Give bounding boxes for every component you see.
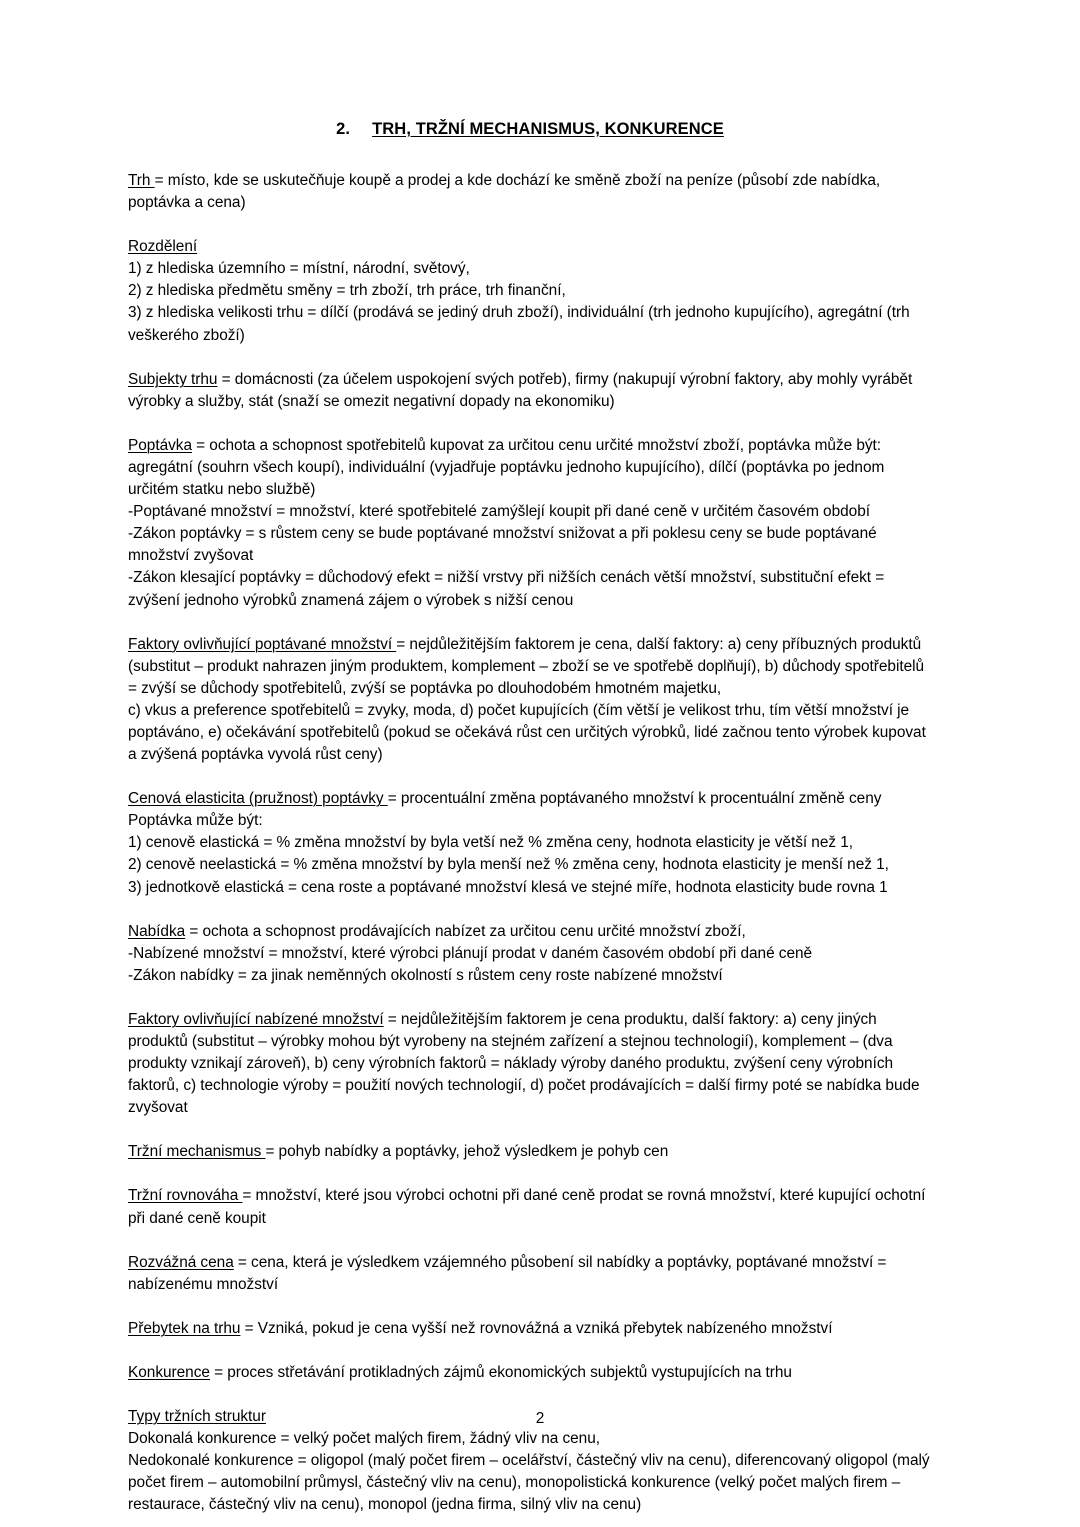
text-rozdeleni-1: 1) z hlediska územního = místní, národní, světový,: [128, 260, 470, 278]
paragraph-faktory-poptavaneho-mnozstvi: [128, 634, 932, 767]
text-prebytek-body: = Vzniká, pokud je cena vyšší než rovnovážná a vzniká přebytek nabízeného množství: [240, 1319, 833, 1337]
term-poptavka: Poptávka: [128, 436, 193, 454]
text-faktory-poptavka-body: = nejdůležitějším faktorem je cena, další faktory: a) ceny příbuzných produktů (substitut – produkt nahrazen jiným produktem, komplement – zboží se ve spotřebě doplňují), b) důchody spotřebitelů = zvýší se důchody spotřebitelů, zvýší se poptávka po dlouhodobém hmotném majetku,: [128, 635, 925, 697]
spacer: [128, 1230, 932, 1252]
text-zakon-nabidky: -Zákon nabídky = za jinak neměnných okolností s růstem ceny roste nabízené množství: [128, 966, 723, 984]
paragraph-trh: [128, 170, 932, 214]
text-dokonala-konkurence: Dokonalá konkurence = velký počet malých firem, žádný vliv na cenu,: [128, 1430, 601, 1448]
document-body: [128, 118, 932, 1517]
text-konkurence-body: = proces střetávání protikladných zájmů ekonomických subjektů vystupujících na trhu: [209, 1363, 792, 1381]
page-number: 2: [535, 1410, 545, 1427]
text-elasticita-body: = procentuální změna poptávaného množství k procentuální změně ceny: [387, 790, 882, 808]
text-nabidka-body: = ochota a schopnost prodávajících nabízet za určitou cenu určité množství zboží,: [185, 922, 746, 940]
term-faktory-nabizene-mnozstvi: Faktory ovlivňující nabízené množství: [128, 1010, 384, 1028]
spacer: [128, 347, 932, 369]
spacer: [128, 612, 932, 634]
text-rozvazna-cena-body: = cena, která je výsledkem vzájemného působení sil nabídky a poptávky, poptávané množství = nabízenému množství: [128, 1253, 887, 1293]
text-elasticita-3: 1) cenově elastická = % změna množství by byla vetší než % změna ceny, hodnota elasticity je větší než 1,: [128, 834, 853, 852]
term-trzni-mechanismus: Tržní mechanismus: [128, 1143, 266, 1161]
text-faktory-nabidka-body: = nejdůležitějším faktorem je cena produktu, další faktory: a) ceny jiných produktů (substitut – výrobky mohou být vyrobeny na stejném zařízení a stejnou technologií), komplement – (dva produkty vznikají zároveň), b) ceny výrobních faktorů = náklady výroby daného produktu, zvýšení ceny výrobních faktorů, c) technologie výroby = použití nových technologií, d) počet prodávajících = další firmy poté se nabídka bude zvyšovat: [128, 1010, 920, 1117]
spacer: [128, 1384, 932, 1406]
text-nabizene-mnozstvi: -Nabízené množství = množství, které výrobci plánují prodat v daném časovém období při dané ceně: [128, 944, 813, 962]
spacer: [128, 140, 932, 170]
term-cenova-elasticita: Cenová elasticita (pružnost) poptávky: [128, 790, 388, 808]
text-elasticita-5: 3) jednotkově elastická = cena roste a poptávané množství klesá ve stejné míře, hodnota elasticity bude rovna 1: [128, 878, 888, 896]
term-konkurence: Konkurence: [128, 1363, 210, 1381]
spacer: [128, 766, 932, 788]
paragraph-subjekty-trhu: [128, 369, 932, 413]
text-poptavane-mnozstvi: -Poptávané množství = množství, které spotřebitelé zamýšlejí koupit při dané ceně v určitém časovém období: [128, 503, 871, 521]
text-elasticita-4: 2) cenově neelastická = % změna množství by byla menší než % změna ceny, hodnota elasticity je menší než 1,: [128, 856, 889, 874]
spacer: [128, 1296, 932, 1318]
term-faktory-poptavane-mnozstvi: Faktory ovlivňující poptávané množství: [128, 635, 397, 653]
text-zakon-klesajici-poptavky: -Zákon klesající poptávky = důchodový efekt = nižší vrstvy při nižších cenách větší množství, substituční efekt = zvýšení jednoho výrobků znamená zájem o výrobek s nižší cenou: [128, 569, 885, 609]
paragraph-faktory-nabizeneho-mnozstvi: [128, 1009, 932, 1119]
term-rozdeleni: Rozdělení: [128, 238, 198, 256]
term-prebytek-na-trhu: Přebytek na trhu: [128, 1319, 241, 1337]
text-trzni-mechanismus-body: = pohyb nabídky a poptávky, jehož výsledkem je pohyb cen: [265, 1143, 669, 1161]
text-rozdeleni-3: 3) z hlediska velikosti trhu = dílčí (prodává se jediný druh zboží), individuální (trh jednoho kupujícího), agregátní (trh veškerého zboží): [128, 304, 910, 344]
text-faktory-poptavka-2: c) vkus a preference spotřebitelů = zvyky, moda, d) počet kupujících (čím větší je velikost trhu, tím větší množství je poptáváno, e) očekávání spotřebitelů (pokud se očekává růst cen určitých výrobků, lidé začnou tento výrobek kupovat a zvýšená poptávka vyvolá růst ceny): [128, 701, 926, 764]
text-poptavka-body: = ochota a schopnost spotřebitelů kupovat za určitou cenu určité množství zboží, poptávka může být: agregátní (souhrn všech koupí), individuální (vyjadřuje poptávku jednoho kupujícího), dílčí (poptávka po jednom určitém statku nebo službě): [128, 436, 885, 499]
paragraph-rozvazna-cena: [128, 1252, 932, 1296]
text-rozdeleni-2: 2) z hlediska předmětu směny = trh zboží, trh práce, trh finanční,: [128, 282, 566, 300]
term-nabidka: Nabídka: [128, 922, 186, 940]
text-elasticita-2: Poptávka může být:: [128, 812, 263, 830]
text-trh-body: = místo, kde se uskutečňuje koupě a prodej a kde dochází ke směně zboží na peníze (působí zde nabídka, poptávka a cena): [128, 172, 881, 212]
term-rozvazna-cena: Rozvážná cena: [128, 1253, 234, 1271]
spacer: [128, 214, 932, 236]
text-subjekty-body: = domácnosti (za účelem uspokojení svých potřeb), firmy (nakupují výrobní faktory, aby mohly vyrábět výrobky a služby, stát (snaží se omezit negativní dopady na ekonomiku): [128, 370, 913, 410]
paragraph-trzni-rovnovaha: [128, 1185, 932, 1229]
spacer: [128, 1119, 932, 1141]
title-text: TRH, TRŽNÍ MECHANISMUS, KONKURENCE: [372, 120, 724, 138]
paragraph-cenova-elasticita: [128, 788, 932, 898]
term-subjekty-trhu: Subjekty trhu: [128, 370, 218, 388]
paragraph-konkurence: [128, 1362, 932, 1384]
text-trzni-rovnovaha-body: = množství, které jsou výrobci ochotni při dané ceně prodat se rovná množství, které kupující ochotní při dané ceně koupit: [128, 1187, 926, 1227]
term-trh: Trh: [128, 172, 155, 189]
spacer: [128, 1163, 932, 1185]
page-title: [128, 118, 932, 140]
text-nedokonale-konkurence: Nedokonalé konkurence = oligopol (malý počet firem – ocelářství, částečný vliv na cenu), diferencovaný oligopol (malý počet firem – automobilní průmysl, částečný vliv na cenu), monopolistická konkurence (velký počet malých firem – restaurace, částečný vliv na cenu), monopol (jedna firma, silný vliv na cenu): [128, 1452, 930, 1514]
term-trzni-rovnovaha: Tržní rovnováha: [128, 1187, 243, 1205]
paragraph-nabidka: [128, 921, 932, 987]
paragraph-prebytek-na-trhu: [128, 1318, 932, 1340]
title-number: 2.: [336, 120, 351, 138]
paragraph-rozdeleni: [128, 236, 932, 346]
spacer: [128, 1340, 932, 1362]
spacer: [128, 899, 932, 921]
paragraph-trzni-mechanismus: [128, 1141, 932, 1163]
paragraph-poptavka: [128, 435, 932, 612]
text-zakon-poptavky: -Zákon poptávky = s růstem ceny se bude poptávané množství snižovat a při poklesu ceny se bude poptávané množství zvyšovat: [128, 525, 877, 565]
spacer: [128, 987, 932, 1009]
spacer: [128, 413, 932, 435]
term-typy-trznich-struktur: Typy tržních struktur: [128, 1408, 266, 1426]
